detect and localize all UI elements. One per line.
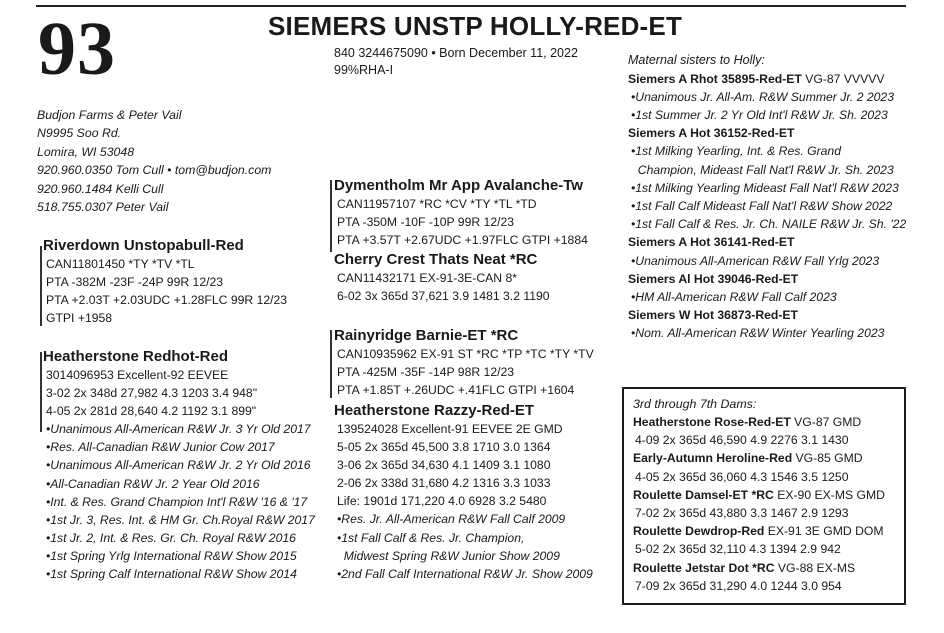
dam-line: 3-02 2x 348d 27,982 4.3 1203 3.4 948" — [46, 386, 258, 401]
sire-sire-line: PTA +3.57T +2.67UDC +1.97FLC GTPI +1884 — [337, 233, 588, 248]
dam-entry-record: 5-02 2x 365d 32,110 4.3 1394 2.9 942 — [635, 542, 841, 557]
sister-achievement: •HM All-American R&W Fall Calf 2023 — [631, 289, 837, 304]
sister-name: Siemers A Hot 36141-Red-ET — [628, 235, 795, 250]
sire-sire-block — [334, 176, 588, 249]
dam-name: Heatherstone Redhot-Red — [43, 348, 229, 365]
dam-dam-achievement: •2nd Fall Calf International R&W Jr. Show 2009 — [337, 566, 593, 581]
dam-entry-score: VG-88 EX-MS — [774, 560, 856, 575]
sister-achievement: •Nom. All-American R&W Winter Yearling 2023 — [631, 326, 885, 341]
id-line: 840 3244675090 • Born December 11, 2022 — [334, 46, 578, 60]
dam-entry — [633, 559, 904, 577]
dam-entry-score: VG-85 GMD — [792, 451, 863, 466]
owner-line: Lomira, WI 53048 — [37, 144, 135, 159]
sister-name: Siemers A Rhot 35895-Red-ET — [628, 71, 802, 86]
dams-box-heading: 3rd through 7th Dams: — [633, 397, 757, 411]
rha-line: 99%RHA-I — [334, 63, 394, 77]
sister-achievement: Champion, Mideast Fall Nat'l R&W Jr. Sh. 2023 — [631, 162, 894, 177]
dam-dam-line: 2-06 2x 338d 31,680 4.2 1316 3.3 1033 — [337, 476, 551, 491]
animal-title: SIEMERS UNSTP HOLLY-RED-ET — [268, 11, 683, 41]
sire-sire-name: Dymentholm Mr App Avalanche-Tw — [334, 177, 583, 194]
dam-achievement: •1st Spring Yrlg International R&W Show 2015 — [46, 548, 297, 563]
dam-entry-score: VG-87 GMD — [790, 415, 862, 429]
dam-sire-line: PTA +1.85T +.26UDC +.41FLC GTPI +1604 — [337, 383, 575, 398]
top-rule — [36, 5, 906, 7]
sister-achievement: •1st Fall Calf & Res. Jr. Ch. NAILE R&W Jr. Sh. '22 — [631, 217, 907, 232]
dam-dam-achievement: Midwest Spring R&W Junior Show 2009 — [337, 548, 560, 563]
sister-entry — [628, 306, 928, 324]
owner-line: Budjon Farms & Peter Vail — [37, 108, 182, 122]
maternal-sisters-heading: Maternal sisters to Holly: — [628, 53, 765, 67]
dam-sire-line: CAN10935962 EX-91 ST *RC *TP *TC *TY *TV — [337, 347, 594, 361]
sister-achievement: •Unanimous Jr. All-Am. R&W Summer Jr. 2 2023 — [631, 89, 894, 104]
sister-score: VG-87 VVVVV — [801, 71, 885, 86]
lot-number: 93 — [38, 7, 116, 91]
dam-entry-name: Roulette Jetstar Dot *RC — [633, 560, 775, 575]
dam-sire-block — [334, 326, 594, 399]
dam-achievement: •Unanimous All-American R&W Jr. 2 Yr Old 2016 — [46, 458, 311, 473]
dam-dam-achievement: •Res. Jr. All-American R&W Fall Calf 2009 — [337, 512, 566, 527]
dam-dam-achievement: •1st Fall Calf & Res. Jr. Champion, — [337, 530, 525, 545]
sire-dam-line: 6-02 3x 365d 37,621 3.9 1481 3.2 1190 — [337, 289, 550, 304]
owner-line: 518.755.0307 Peter Vail — [37, 200, 169, 215]
dam-achievement: •1st Jr. 2, Int. & Res. Gr. Ch. Royal R&W 2016 — [46, 530, 296, 545]
sister-name: Siemers W Hot 36873-Red-ET — [628, 308, 799, 323]
dam-achievement: •Unanimous All-American R&W Jr. 3 Yr Old 2017 — [46, 422, 311, 437]
dam-sire-name: Rainyridge Barnie-ET *RC — [334, 327, 519, 344]
sister-entry — [628, 124, 928, 142]
dam-entry — [633, 486, 904, 504]
dam-entry — [633, 413, 904, 431]
dam-dam-line: 139524028 Excellent-91 EEVEE 2E GMD — [337, 422, 563, 436]
dam-entry-name: Roulette Damsel-ET *RC — [633, 487, 774, 502]
dam-achievement: •Int. & Res. Grand Champion Int'l R&W '16 & '17 — [46, 494, 308, 509]
dam-dam-name: Heatherstone Razzy-Red-ET — [334, 402, 535, 419]
dam-entry-record: 7-02 2x 365d 43,880 3.3 1467 2.9 1293 — [635, 506, 849, 521]
dam-entry-score: EX-90 EX-MS GMD — [773, 487, 885, 502]
dam-dam-line: Life: 1901d 171,220 4.0 6928 3.2 5480 — [337, 494, 547, 509]
owner-line: 920.960.0350 Tom Cull • tom@budjon.com — [37, 163, 272, 178]
dam-achievement: •1st Spring Calf International R&W Show 2014 — [46, 567, 297, 582]
sire-line: GTPI +1958 — [46, 311, 113, 326]
sister-name: Siemers A Hot 36152-Red-ET — [628, 126, 795, 141]
sire-name: Riverdown Unstopabull-Red — [43, 237, 244, 254]
owner-line: N9995 Soo Rd. — [37, 126, 122, 141]
dam-entry — [633, 449, 904, 467]
sire-sire-bracket — [330, 180, 332, 252]
dam-entry-record: 4-05 2x 365d 36,060 4.3 1546 3.5 1250 — [635, 469, 849, 484]
sire-bracket — [40, 246, 42, 326]
dam-entry-name: Roulette Dewdrop-Red — [633, 524, 765, 539]
dam-entry-name: Early-Autumn Heroline-Red — [633, 451, 793, 466]
dams-box — [622, 387, 906, 605]
sister-name: Siemers Al Hot 39046-Red-ET — [628, 271, 799, 286]
sister-achievement: •1st Milking Yearling Mideast Fall Nat'l R&W 2023 — [631, 180, 899, 195]
dam-block — [43, 347, 315, 583]
dam-sire-line: PTA -425M -35F -14P 98R 12/23 — [337, 365, 515, 380]
dam-bracket — [40, 352, 42, 432]
sire-dam-block — [334, 250, 550, 305]
sire-line: CAN11801450 *TY *TV *TL — [46, 257, 195, 271]
dam-entry-name: Heatherstone Rose-Red-ET — [633, 415, 791, 429]
sire-sire-line: CAN11957107 *RC *CV *TY *TL *TD — [337, 197, 537, 211]
sister-entry — [628, 70, 928, 88]
dam-line: 3014096953 Excellent-92 EEVEE — [46, 368, 229, 382]
sire-dam-line: CAN11432171 EX-91-3E-CAN 8* — [337, 271, 517, 285]
dam-dam-line: 5-05 2x 365d 45,500 3.8 1710 3.0 1364 — [337, 440, 551, 455]
dam-achievement: •1st Jr. 3, Res. Int. & HM Gr. Ch.Royal R&W 2017 — [46, 512, 315, 527]
sister-achievement: •1st Fall Calf Mideast Fall Nat'l R&W Show 2022 — [631, 198, 893, 213]
sire-block — [43, 236, 287, 327]
dam-line: 4-05 2x 281d 28,640 4.2 1192 3.1 899" — [46, 404, 257, 419]
dam-dam-block — [334, 401, 593, 583]
sister-achievement: •1st Milking Yearling, Int. & Res. Grand — [631, 144, 841, 159]
dam-entry — [633, 522, 904, 540]
dam-entry-record: 4-09 2x 365d 46,590 4.9 2276 3.1 1430 — [635, 433, 849, 448]
id-block — [334, 45, 578, 79]
dam-entry-score: EX-91 3E GMD DOM — [764, 524, 884, 539]
sire-line: PTA +2.03T +2.03UDC +1.28FLC 99R 12/23 — [46, 293, 288, 308]
sister-achievement: •1st Summer Jr. 2 Yr Old Int'l R&W Jr. Sh. 2023 — [631, 107, 888, 122]
sister-entry — [628, 270, 928, 288]
owner-contact-block — [37, 106, 271, 216]
sire-dam-name: Cherry Crest Thats Neat *RC — [334, 251, 538, 268]
dam-entry-record: 7-09 2x 365d 31,290 4.0 1244 3.0 954 — [635, 578, 842, 593]
dam-dam-line: 3-06 2x 365d 34,630 4.1 1409 3.1 1080 — [337, 458, 551, 473]
dam-sire-bracket — [330, 330, 332, 398]
maternal-sisters-block — [628, 52, 928, 343]
sister-entry — [628, 233, 928, 251]
sire-line: PTA -382M -23F -24P 99R 12/23 — [46, 275, 224, 290]
dam-achievement: •All-Canadian R&W Jr. 2 Year Old 2016 — [46, 476, 260, 491]
owner-line: 920.960.1484 Kelli Cull — [37, 181, 164, 196]
sire-sire-line: PTA -350M -10F -10P 99R 12/23 — [337, 215, 515, 230]
sister-achievement: •Unanimous All-American R&W Fall Yrlg 2023 — [631, 253, 880, 268]
dam-achievement: •Res. All-Canadian R&W Junior Cow 2017 — [46, 440, 275, 455]
